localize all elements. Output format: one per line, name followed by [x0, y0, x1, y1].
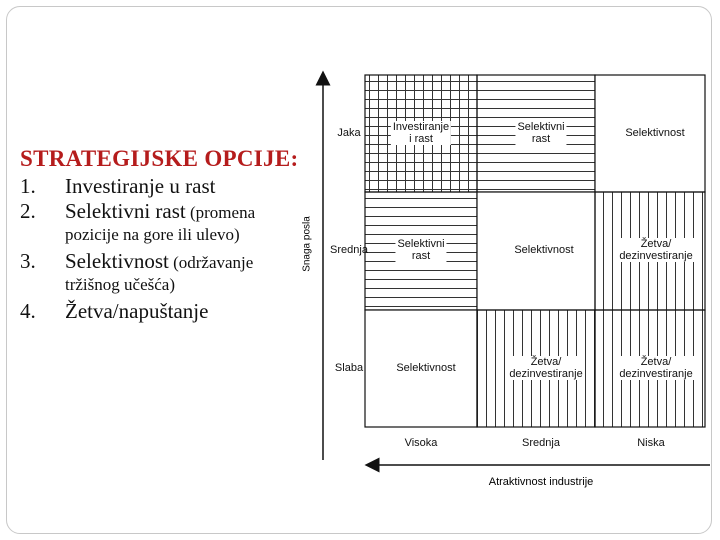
option-3-continuation: tržišnog učešća) — [65, 275, 175, 294]
cell-weak-low: Žetva/ dezinvestiranje — [619, 356, 693, 380]
cell-strong-high: Investiranje i rast — [392, 121, 450, 145]
cell-medium-high: Selektivni rast — [397, 238, 445, 262]
row-label-medium: Srednja — [330, 244, 368, 256]
cell-medium-medium: Selektivnost — [514, 244, 574, 256]
col-label-low: Niska — [637, 437, 665, 449]
option-2-text: Selektivni rast — [65, 199, 186, 223]
option-4-text: Žetva/napuštanje — [65, 299, 209, 323]
cell-weak-medium: Žetva/ dezinvestiranje — [509, 356, 583, 380]
y-axis-title: Snaga posla — [301, 216, 313, 272]
option-2-number: 2. — [20, 199, 36, 223]
option-2-note: (promena — [185, 203, 256, 222]
option-3-number: 3. — [20, 249, 36, 273]
x-axis-title: Atraktivnost industrije — [488, 476, 594, 488]
option-3-note: (održavanje — [168, 253, 254, 272]
col-label-medium: Srednja — [522, 437, 560, 449]
cell-strong-medium: Selektivni rast — [517, 121, 565, 145]
options-heading: STRATEGIJSKE OPCIJE: — [20, 146, 299, 171]
col-label-high: Visoka — [404, 437, 438, 449]
row-label-weak: Slaba — [334, 362, 364, 374]
row-label-strong: Jaka — [337, 127, 361, 139]
cell-medium-low: Žetva/ dezinvestiranje — [619, 238, 693, 262]
option-4-number: 4. — [20, 299, 36, 323]
cell-strong-low: Selektivnost — [625, 127, 685, 139]
option-3-text: Selektivnost — [65, 249, 169, 273]
option-2-continuation: pozicije na gore ili ulevo) — [65, 225, 240, 244]
option-1-number: 1. — [20, 174, 36, 198]
cell-weak-high: Selektivnost — [396, 362, 456, 374]
option-1-text: Investiranje u rast — [65, 174, 216, 198]
